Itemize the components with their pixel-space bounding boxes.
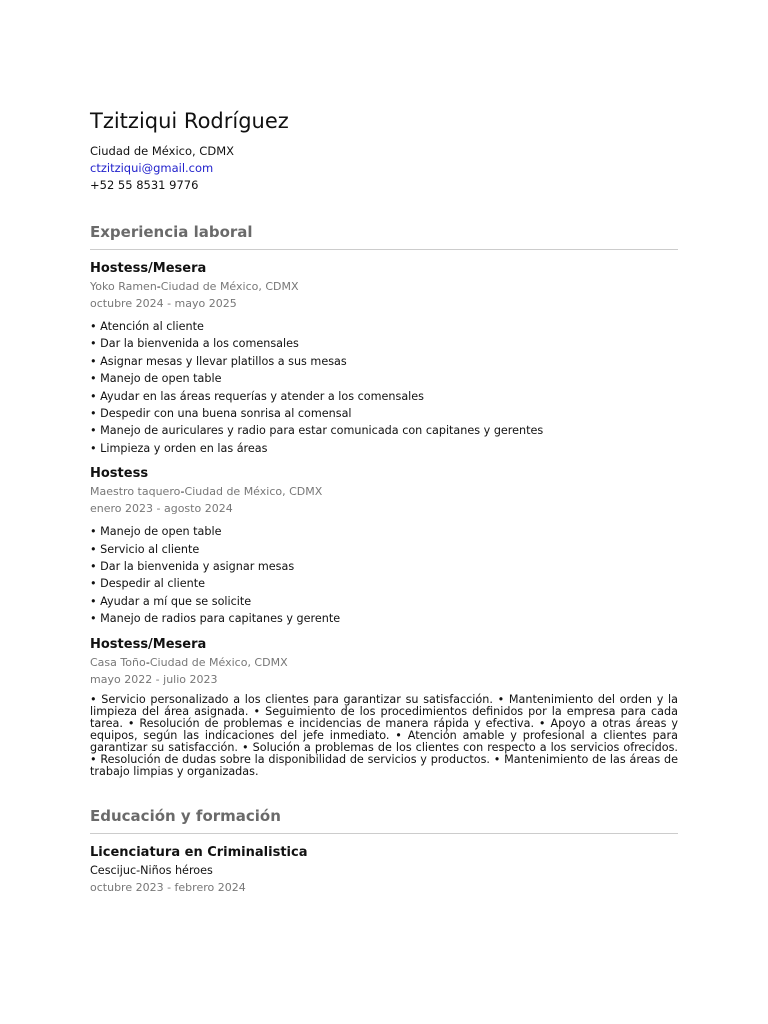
- job-dates: mayo 2022 - julio 2023: [90, 672, 218, 686]
- company-separator: -: [156, 280, 161, 293]
- list-item: • Manejo de radios para capitanes y gerente: [90, 612, 341, 626]
- job-company: [90, 654, 678, 671]
- education-entry: [90, 844, 678, 896]
- email-link[interactable]: ctzitziqui@gmail.com: [90, 161, 214, 175]
- list-item: • Ayudar en las áreas requerías y atender a los comensales: [90, 389, 424, 403]
- job-bullets: [90, 523, 678, 627]
- job-entry: [90, 636, 678, 778]
- company-name: Yoko Ramen: [90, 280, 157, 293]
- job-title: Hostess/Mesera: [90, 261, 207, 276]
- list-item: • Manejo de open table: [90, 372, 222, 386]
- job-title: Hostess: [90, 466, 149, 482]
- job-company: [90, 483, 678, 500]
- job-company: [90, 278, 678, 295]
- job-description: • Servicio personalizado a los clientes para garantizar su satisfacción. • Mantenimiento del orden y la limpieza del área asignada. • Seguimiento de los procedimientos definidos por la empresa para cada tarea. • Resolución de problemas e incidencias de manera rápida y efectiva. • Apoyo a otras áreas y equipos, según las indicaciones del jefe inmediato. • Atención amable y profesional a clientes para garantizar su satisfacción. • Solución a problemas de los clientes con respecto a los servicios ofrecidos. • Resolución de dudas sobre la disponibilidad de servicios y productos. • Mantenimiento de las áreas de trabajo limpias y organizadas.: [90, 692, 678, 778]
- school-name: Cescijuc-Niños héroes: [90, 863, 213, 877]
- list-item: • Dar la bienvenida a los comensales: [90, 337, 299, 351]
- job-dates: enero 2023 - agosto 2024: [90, 502, 233, 516]
- education-section-title: Educación y formación: [90, 806, 678, 834]
- job-title: Hostess/Mesera: [90, 636, 207, 652]
- list-item: • Asignar mesas y llevar platillos a sus mesas: [90, 354, 347, 368]
- job-bullets: [90, 318, 678, 457]
- job-dates: octubre 2024 - mayo 2025: [90, 297, 237, 310]
- list-item: • Manejo de auriculares y radio para estar comunicada con capitanes y gerentes: [90, 424, 544, 438]
- company-location: Ciudad de México, CDMX: [160, 280, 299, 293]
- company-name: Casa Toño: [90, 655, 146, 669]
- company-location: Ciudad de México, CDMX: [149, 655, 288, 669]
- job-entry: [90, 260, 678, 457]
- resume-header: [90, 106, 678, 194]
- company-separator: -: [145, 655, 150, 669]
- company-separator: -: [180, 485, 185, 499]
- list-item: • Dar la bienvenida y asignar mesas: [90, 560, 295, 574]
- job-entry: [90, 465, 678, 627]
- list-item: • Despedir al cliente: [90, 577, 205, 591]
- company-location: Ciudad de México, CDMX: [184, 485, 323, 499]
- degree-title: Licenciatura en Criminalistica: [90, 844, 308, 860]
- list-item: • Despedir con una buena sonrisa al comensal: [90, 407, 352, 421]
- experience-section-title: Experiencia laboral: [90, 222, 678, 250]
- list-item: • Manejo de open table: [90, 525, 222, 539]
- company-name: Maestro taquero: [90, 485, 181, 499]
- list-item: • Atención al cliente: [90, 320, 204, 333]
- location-text: Ciudad de México, CDMX: [90, 144, 234, 158]
- list-item: • Ayudar a mí que se solicite: [90, 594, 252, 608]
- phone-text: +52 55 8531 9776: [90, 178, 199, 192]
- education-dates: octubre 2023 - febrero 2024: [90, 880, 246, 894]
- candidate-name: Tzitziqui Rodríguez: [90, 109, 289, 133]
- list-item: • Servicio al cliente: [90, 542, 200, 556]
- list-item: • Limpieza y orden en las áreas: [90, 441, 268, 455]
